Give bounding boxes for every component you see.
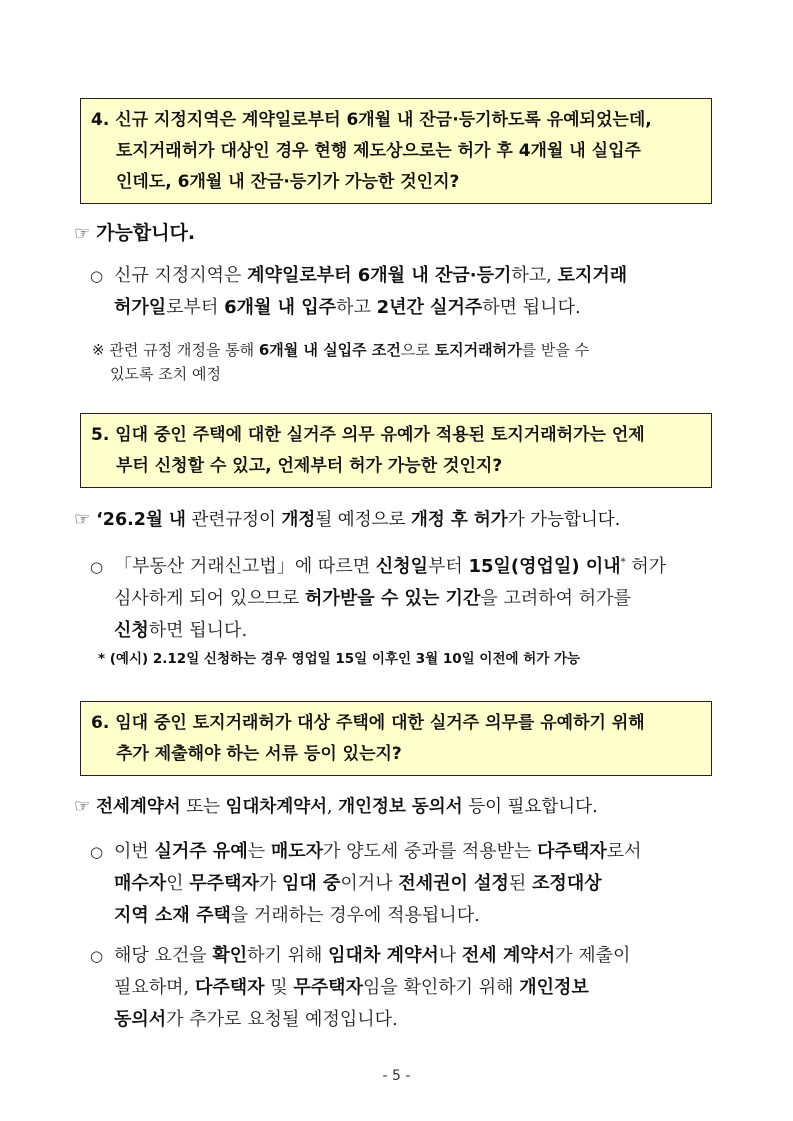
emphasis-span: 무주택자 — [293, 977, 363, 998]
question-6-line1: 6. 임대 중인 토지거래허가 대상 주택에 대한 실거주 의무를 유예하기 위해 — [91, 713, 645, 733]
text-span: 로서 — [606, 841, 642, 862]
emphasis-span: 확인 — [212, 945, 248, 966]
emphasis-span: 실거주 유예 — [154, 841, 248, 862]
text-span: 을 고려하여 허가를 — [480, 588, 631, 609]
text-span: 하면 됩니다. — [482, 297, 581, 318]
emphasis-span: 지역 소재 주택 — [114, 905, 231, 926]
text-span: 이거나 — [340, 873, 399, 894]
text-span: 임을 확인하기 위해 — [362, 977, 520, 998]
answer-5-paragraph — [90, 547, 730, 647]
question-4-line1: 4. 신규 지정지역은 계약일로부터 6개월 내 잔금·등기하도록 유예되었는데, — [91, 110, 652, 130]
text-span: 인 — [166, 873, 190, 894]
emphasis-span: 신청일 — [375, 556, 428, 577]
emphasis-span: 개인정보 동의서 — [338, 797, 463, 817]
emphasis-span: 임대차 계약서 — [328, 945, 439, 966]
text-span: 가 가능합니다. — [507, 510, 621, 530]
text-span: 된 — [508, 873, 533, 894]
answer-4-heading — [74, 218, 195, 249]
emphasis-span: 개정 — [281, 510, 316, 530]
emphasis-span: 동의서 — [114, 1009, 167, 1030]
answer-6-paragraph-2 — [90, 940, 730, 1036]
text-span: 로부터 — [166, 297, 225, 318]
question-4-box — [80, 98, 712, 204]
answer-4-note — [92, 338, 589, 386]
emphasis-span: 전세계약서 — [96, 797, 181, 817]
question-6-line2: 추가 제출해야 하는 서류 등이 있는지? — [116, 744, 402, 764]
emphasis-span: 다주택자 — [195, 977, 265, 998]
emphasis-span: 개정 후 허가 — [411, 510, 508, 530]
emphasis-span: 임대 중 — [281, 873, 341, 894]
text-span: 필요하며, — [114, 977, 195, 998]
emphasis-span: 개인정보 — [519, 977, 589, 998]
emphasis-span: 전세권이 설정 — [398, 873, 509, 894]
text-span: 나 — [438, 945, 462, 966]
text-span: 관련 규정 개정을 통해 — [109, 341, 259, 359]
answer-5-footnote: * (예시) 2.12일 신청하는 경우 영업일 15일 이후인 3월 10일 이전에 허가 가능 — [98, 651, 581, 667]
emphasis-span: 6개월 내 입주 — [224, 297, 337, 318]
text-span: 심사하게 되어 있으므로 — [114, 588, 306, 609]
pointing-hand-icon: ☞ — [74, 509, 91, 530]
text-span: 하기 위해 — [247, 945, 329, 966]
emphasis-span: ‘26.2월 내 — [96, 510, 186, 530]
answer-5-heading — [74, 505, 620, 535]
page-number: - 5 - — [382, 1068, 411, 1084]
text-span: 가 추가로 요청될 예정입니다. — [166, 1009, 398, 1030]
text-span: 부터 — [428, 556, 469, 577]
circle-bullet-icon: ○ — [90, 267, 104, 285]
text-span: 는 — [247, 841, 271, 862]
answer-6-paragraph-1 — [90, 836, 730, 932]
answer-4-text: 가능합니다. — [96, 222, 196, 244]
emphasis-span: 임대차계약서 — [225, 797, 328, 817]
text-span: 해당 요건을 — [114, 945, 213, 966]
reference-mark-icon: ※ — [92, 341, 105, 359]
pointing-hand-icon: ☞ — [74, 796, 91, 817]
note-line-2: 있도록 조치 예정 — [110, 365, 221, 383]
footnote-mark: * — [620, 557, 626, 568]
question-4-line2: 토지거래허가 대상인 경우 현행 제도상으로는 허가 후 4개월 내 실입주 — [116, 141, 641, 161]
text-span: 허가 — [625, 556, 667, 577]
text-span: 될 예정으로 — [315, 510, 411, 530]
emphasis-span: 토지거래 — [557, 265, 628, 286]
pointing-hand-icon: ☞ — [74, 223, 91, 244]
text-span: 하고 — [336, 297, 377, 318]
emphasis-span: 신청 — [114, 620, 149, 641]
question-6-box — [80, 701, 712, 776]
circle-bullet-icon: ○ — [90, 947, 104, 965]
text-span: 하면 됩니다. — [148, 620, 248, 641]
answer-4-paragraph — [90, 260, 730, 324]
emphasis-span: 전세 계약서 — [461, 945, 556, 966]
emphasis-span: 2년간 실거주 — [376, 297, 483, 318]
emphasis-span: 허가일 — [114, 297, 167, 318]
emphasis-span: 조정대상 — [532, 873, 602, 894]
circle-bullet-icon: ○ — [90, 843, 104, 861]
question-5-line2: 부터 신청할 수 있고, 언제부터 허가 가능한 것인지? — [116, 456, 503, 476]
emphasis-span: 15일(영업일) 이내 — [468, 556, 621, 577]
emphasis-span: 토지거래허가 — [434, 341, 522, 359]
emphasis-span: 6개월 내 실입주 조건 — [258, 341, 401, 359]
text-span: 하고, — [511, 265, 558, 286]
text-span: 신규 지정지역은 — [114, 265, 248, 286]
text-span: , — [327, 797, 339, 817]
circle-bullet-icon: ○ — [90, 558, 104, 576]
emphasis-span: 다주택자 — [537, 841, 607, 862]
emphasis-span: 무주택자 — [189, 873, 259, 894]
emphasis-span: 허가받을 수 있는 기간 — [305, 588, 481, 609]
emphasis-span: 매수자 — [114, 873, 167, 894]
emphasis-span: 계약일로부터 6개월 내 잔금·등기 — [247, 265, 512, 286]
text-span: 를 받을 수 — [521, 341, 590, 359]
text-span: 등이 필요합니다. — [462, 797, 598, 817]
text-span: 관련규정이 — [185, 510, 282, 530]
question-5-line1: 5. 임대 중인 주택에 대한 실거주 의무 유예가 적용된 토지거래허가는 언제 — [91, 425, 645, 445]
text-span: 가 — [258, 873, 282, 894]
text-span: 및 — [264, 977, 294, 998]
text-span: 가 양도세 중과를 적용받는 — [323, 841, 538, 862]
text-span: 이번 — [114, 841, 155, 862]
question-4-line3: 인데도, 6개월 내 잔금·등기가 가능한 것인지? — [116, 172, 460, 192]
emphasis-span: 매도자 — [270, 841, 324, 862]
question-5-box — [80, 413, 712, 488]
answer-6-heading — [74, 792, 598, 822]
text-span: 가 제출이 — [555, 945, 631, 966]
text-span: 으로 — [400, 341, 435, 359]
text-span: 또는 — [180, 797, 226, 817]
text-span: 「부동산 거래신고법」에 따르면 — [114, 556, 376, 577]
text-span: 을 거래하는 경우에 적용됩니다. — [230, 905, 480, 926]
